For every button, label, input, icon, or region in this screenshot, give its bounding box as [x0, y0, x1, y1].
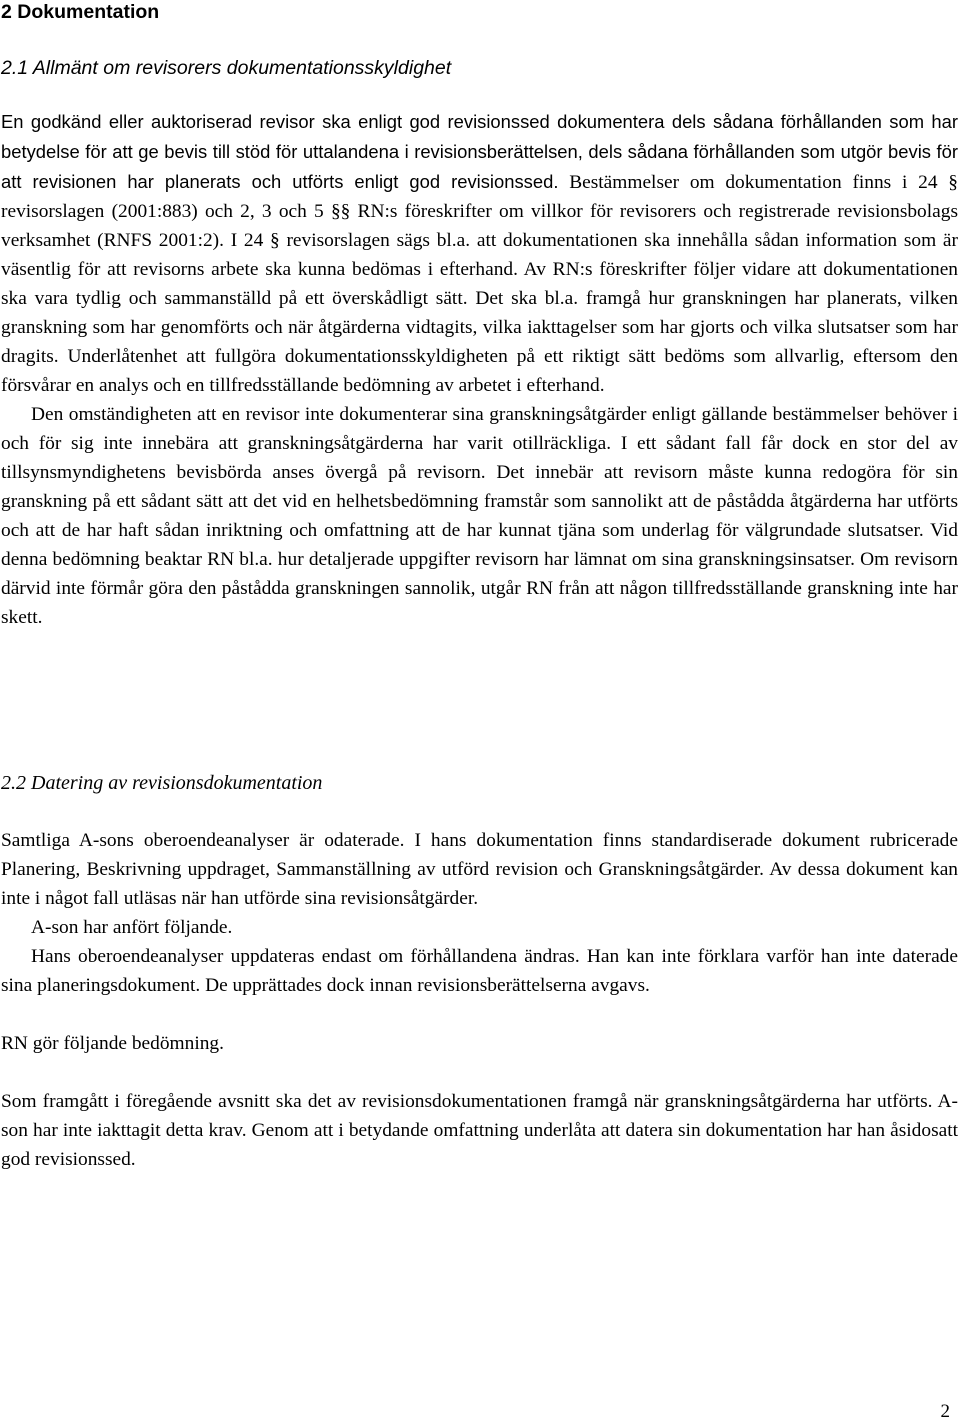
paragraph-serif-part: Bestämmelser om dokumentation finns i 24 § revisorslagen (2001:883) och 2, 3 och 5 §§ RN:s föreskrifter om villkor för revisorers och registrerade revisionsbolags verksamhet (RNFS 2001:2). I 24 § revisorslagen sägs bl.a. att dokumentationen ska innehålla sådan information som är väsentlig för att revisorns arbete ska kunna bedömas i efterhand. Av RN:s föreskrifter följer vidare att dokumentationen ska vara tydlig och sammanställd på ett överskådligt sätt. Det ska bl.a. framgå hur granskningen har planerats, vilken granskning som har genomförts och när åtgärderna vidtagits, vilka iakttagelser som har gjorts och vilka slutsatser som har dragits. Underlåtenhet att fullgöra dokumentationsskyldigheten på ett riktigt sätt bedöms som allvarlig, eftersom den försvårar en analys och en tillfredsställande bedömning av arbetet i efterhand.	[1, 172, 958, 396]
section-2-1-body	[1, 107, 958, 632]
section-heading-2-1: 2.1 Allmänt om revisorers dokumentationsskyldighet	[1, 57, 452, 79]
paragraph: RN gör följande bedömning.	[1, 1033, 224, 1054]
page-number: 2	[940, 1401, 950, 1422]
section-heading-2-2: 2.2 Datering av revisionsdokumentation	[1, 772, 323, 794]
paragraph: Den omständigheten att en revisor inte dokumenterar sina granskningsåtgärder enligt gällande bestämmelser behöver i och för sig inte innebära att granskningsåtgärderna har varit otillräckliga. I ett sådant fall får dock en stor del av tillsynsmyndighetens bevisbörda anses övergå på revisorn. Det innebär att revisorn måste kunna redogöra för sin granskning på ett sådant sätt att det vid en helhetsbedömning framstår som sannolikt att de påstådda åtgärderna har utförts och att de har haft sådan inriktning och omfattning att de har kunnat tjäna som underlag för välgrundade slutsatser. Vid denna bedömning beaktar RN bl.a. hur detaljerade uppgifter revisorn har lämnat om sina granskningsinsatser. Om revisorn därvid inte förmår göra den påstådda granskningen sannolik, utgår RN från att någon tillfredsställande granskning inte har skett.	[1, 404, 958, 628]
paragraph: Samtliga A-sons oberoendeanalyser är odaterade. I hans dokumentation finns standardiserade dokument rubricerade Planering, Beskrivning uppdraget, Sammanställning av utförd revision och Granskningsåtgärder. Av dessa dokument kan inte i något fall utläsas när han utförde sina revisionsåtgärder.	[1, 830, 958, 909]
chapter-heading: 2 Dokumentation	[1, 1, 160, 23]
paragraph: Hans oberoendeanalyser uppdateras endast om förhållandena ändras. Han kan inte förklara varför han inte daterade sina planeringsdokument. De upprättades dock innan revisionsberättelserna avgavs.	[1, 946, 958, 996]
section-2-2-body	[1, 826, 958, 1174]
paragraph: Som framgått i föregående avsnitt ska det av revisionsdokumentationen framgå när granskningsåtgärderna har utförts. A-son har inte iakttagit detta krav. Genom att i betydande omfattning underlåta att datera sin dokumentation har han åsidosatt god revisionssed.	[1, 1091, 958, 1170]
paragraph: A-son har anfört följande.	[31, 917, 233, 938]
paragraph	[1, 107, 958, 400]
paragraph-sans-part: En godkänd eller auktoriserad revisor ska enligt god revisionssed dokumentera dels sådana förhållanden som har betydelse för att ge bevis till stöd för uttalandena i revisionsberättelsen, dels sådana förhållanden som utgör bevis för att revisionen har planerats och utförts enligt god revisionssed.	[1, 111, 958, 192]
